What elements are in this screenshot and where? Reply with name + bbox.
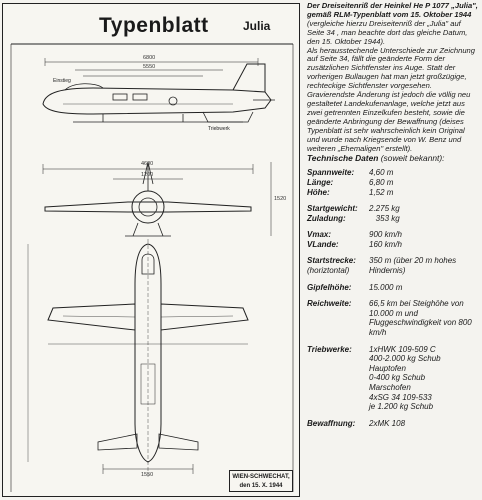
start-key: Startstrecke:: [307, 256, 356, 266]
dim-fuselage-width: 1200: [141, 172, 154, 178]
type-sheet-drawing: [2, 3, 300, 497]
tech-heading-note: (soweit bekannt):: [380, 153, 445, 164]
engine-line: je 1.200 kg Schub: [369, 402, 434, 412]
sheet-title: Typenblatt: [99, 14, 209, 37]
spec-value: 900 km/h: [369, 230, 402, 240]
spec-key: Länge:: [307, 177, 334, 187]
engine-line: Marschofen: [369, 383, 411, 392]
spec-value: 353 kg: [369, 213, 400, 223]
dim-tail-span: 1550: [141, 472, 154, 478]
top-view: [28, 239, 248, 479]
engine-line: 4xSG 34 109-533: [369, 392, 432, 402]
three-view-drawing: [3, 4, 301, 498]
label-triebwerk: Triebwerk: [208, 126, 230, 132]
spec-key: Reichweite:: [307, 299, 352, 309]
spec-row: [307, 299, 479, 337]
intro-paragraph: [307, 2, 479, 47]
spec-value: [369, 345, 479, 412]
spec-value: 160 km/h: [369, 239, 402, 249]
intro-bold: Der Dreiseitenriß der Heinkel He P 1077 „Julia", gemäß RLM-Typenblatt vom 15. Oktober 1944: [307, 1, 478, 19]
spec-row: [307, 188, 479, 198]
description-column: [307, 2, 479, 428]
spec-value: 2xMK 108: [369, 418, 406, 428]
start-key-note: (horiztontal): [307, 266, 350, 276]
spec-row: [307, 419, 479, 429]
dim-inner-length: 5550: [143, 64, 156, 70]
spec-key: Spannweite:: [307, 168, 355, 178]
spec-value: 2.275 kg: [369, 204, 400, 214]
spec-key: Zuladung:: [307, 213, 346, 223]
spec-row: [307, 256, 479, 275]
stamp-date: den 15. X. 1944: [239, 483, 283, 489]
label-einstieg: Einstieg: [53, 78, 71, 84]
engine-line: 400-2.000 kg Schub: [369, 354, 441, 364]
spec-value: 6,80 m: [369, 177, 394, 187]
sheet-subtitle: Julia: [243, 19, 271, 33]
description-paragraph: Als herausstechende Unterschiede zur Zeichnung auf Seite 34, fällt die geänderte Form der zusätzlichen Sichtfenster ins Auge. Statt der vorherigen Bullaugen hat man jetzt großzügige, rechteckige Sichtfenster vorgesehen. Gravierendste Änderung ist jedoch die völlig neu gestaltetet Landekufenanlage, welche jetzt aus zwei getrennten Einzelkufen besteht, sowie die geänderte Anbringung der Bewaffnung (deises Typenblatt ist sehr wahrscheinlich kein Original und wurde nach Kriegsende von W. Benz und weiteren „Ehemaligen" erstellt).: [307, 45, 476, 153]
spec-value: 350 m (über 20 m hohes Hindernis): [369, 256, 457, 276]
spec-row: [307, 240, 479, 250]
spec-row: [307, 283, 479, 293]
dim-height: 1520: [274, 196, 287, 202]
spec-row: [307, 168, 479, 178]
front-view: [43, 162, 271, 236]
engine-line: 0-400 kg Schub: [369, 373, 426, 383]
spec-value: 15.000 m: [369, 282, 403, 292]
spec-value: 4,60 m: [369, 168, 394, 178]
spec-row: [307, 178, 479, 188]
engine-line: 1xHWK 109-509 C: [369, 344, 436, 354]
date-stamp: [229, 470, 293, 492]
tech-heading-text: Technische Daten: [307, 153, 379, 164]
spec-key: Bewaffnung:: [307, 418, 356, 428]
spec-key: [307, 256, 369, 275]
engine-line: Hauptofen: [369, 363, 406, 373]
spec-key: VLande:: [307, 239, 339, 249]
spec-row: [307, 214, 479, 224]
spec-key: Startgewicht:: [307, 204, 358, 214]
spec-key: Höhe:: [307, 187, 330, 197]
dim-length: 6800: [143, 55, 156, 61]
spec-row: [307, 345, 479, 412]
side-view: [43, 58, 275, 122]
spec-value: 1,52 m: [369, 187, 394, 197]
spec-value: 66,5 km bei Steighöhe von 10.000 m und Fluggeschwindigkeit von 800 km/h: [369, 299, 472, 338]
intro-rest: (vergleiche hierzu Dreiseitenriß der „Julia" auf Seite 34 , man beachte dort das gleiche Datum, den 15. Oktober 1944).: [307, 18, 468, 46]
spec-key: Gipfelhöhe:: [307, 282, 352, 292]
stamp-location: WIEN-SCHWECHAT,: [232, 474, 290, 480]
tech-heading: [307, 154, 479, 163]
dim-span: 4600: [141, 161, 154, 167]
spec-key: Triebwerke:: [307, 344, 352, 354]
spec-row: [307, 230, 479, 240]
spec-key: Vmax:: [307, 230, 332, 240]
spec-row: [307, 204, 479, 214]
